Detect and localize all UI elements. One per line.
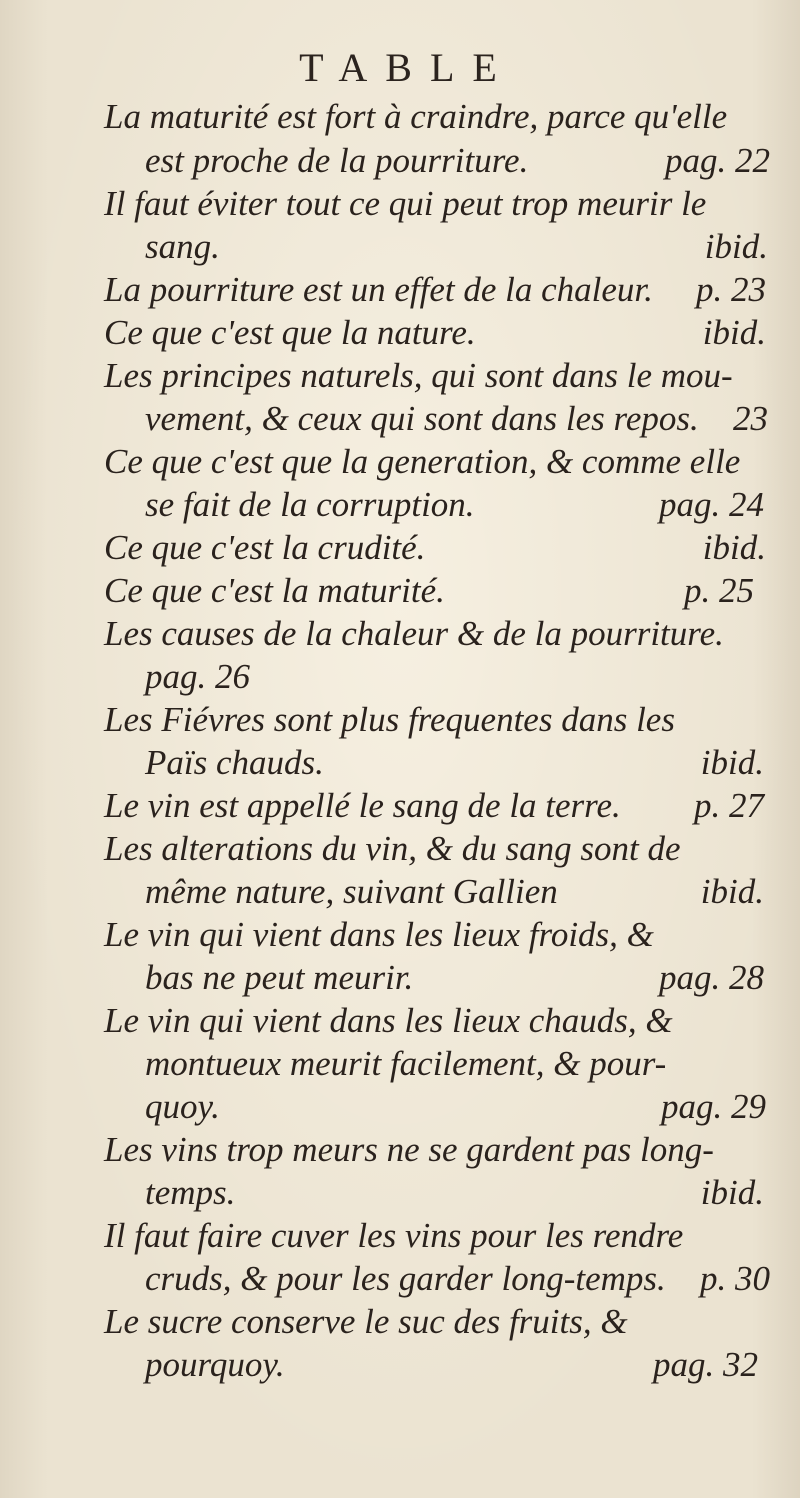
page-ref: 23 [733, 399, 768, 438]
entry-line: Le vin est appellé le sang de la terre. [104, 786, 621, 825]
entry-line: Les principes naturels, qui sont dans le mou- [104, 356, 733, 395]
entry-line: se fait de la corruption. [145, 485, 475, 524]
page-ref: ibid. [700, 1173, 764, 1212]
entry-line: La maturité est fort à craindre, parce qu'elle [104, 97, 728, 136]
running-head: TABLE [299, 45, 515, 90]
page-ref: p. 27 [694, 786, 764, 825]
entry-line: pag. 26 [145, 657, 250, 696]
entry-line: Le vin qui vient dans les lieux chauds, & [104, 1001, 673, 1040]
entry-line: Le sucre conserve le suc des fruits, & [104, 1302, 628, 1341]
entry-line: cruds, & pour les garder long-temps. [145, 1259, 666, 1298]
entry-line: quoy. [145, 1087, 220, 1126]
entry-line: Le vin qui vient dans les lieux froids, & [104, 915, 654, 954]
entry-line: Les vins trop meurs ne se gardent pas long- [104, 1130, 714, 1169]
entry-line: Les causes de la chaleur & de la pourriture. [104, 614, 724, 653]
page-ref: pag. 32 [653, 1345, 758, 1384]
page-ref: ibid. [700, 872, 764, 911]
page-ref: ibid. [702, 313, 766, 352]
page-ref: pag. 24 [659, 485, 764, 524]
entry-line: Ce que c'est la maturité. [104, 571, 445, 610]
page-ref: p. 25 [684, 571, 754, 610]
entry-line: Ce que c'est que la nature. [104, 313, 476, 352]
entry-line: sang. [145, 227, 220, 266]
entry-line: Les Fiévres sont plus frequentes dans les [104, 700, 675, 739]
entry-line: Les alterations du vin, & du sang sont de [104, 829, 681, 868]
page-ref: pag. 29 [661, 1087, 766, 1126]
page-ref: pag. 28 [659, 958, 764, 997]
entry-line: pourquoy. [145, 1345, 285, 1384]
entry-line: Païs chauds. [145, 743, 324, 782]
entry-line: même nature, suivant Gallien [145, 872, 558, 911]
page-ref: ibid. [704, 227, 768, 266]
page-ref: p. 30 [700, 1259, 770, 1298]
entry-line: Il faut éviter tout ce qui peut trop meurir le [104, 184, 707, 223]
page-ref: p. 23 [696, 270, 766, 309]
entry-line: est proche de la pourriture. [145, 141, 529, 180]
page-ref: ibid. [700, 743, 764, 782]
entry-line: Ce que c'est que la generation, & comme elle [104, 442, 741, 481]
entry-line: La pourriture est un effet de la chaleur. [104, 270, 653, 309]
entry-line: vement, & ceux qui sont dans les repos. [145, 399, 699, 438]
entry-line: Il faut faire cuver les vins pour les rendre [104, 1216, 684, 1255]
page-ref: pag. 22 [665, 141, 770, 180]
page-ref: ibid. [702, 528, 766, 567]
entry-line: temps. [145, 1173, 236, 1212]
entry-line: montueux meurit facilement, & pour- [145, 1044, 667, 1083]
entry-line: Ce que c'est la crudité. [104, 528, 426, 567]
entry-line: bas ne peut meurir. [145, 958, 414, 997]
